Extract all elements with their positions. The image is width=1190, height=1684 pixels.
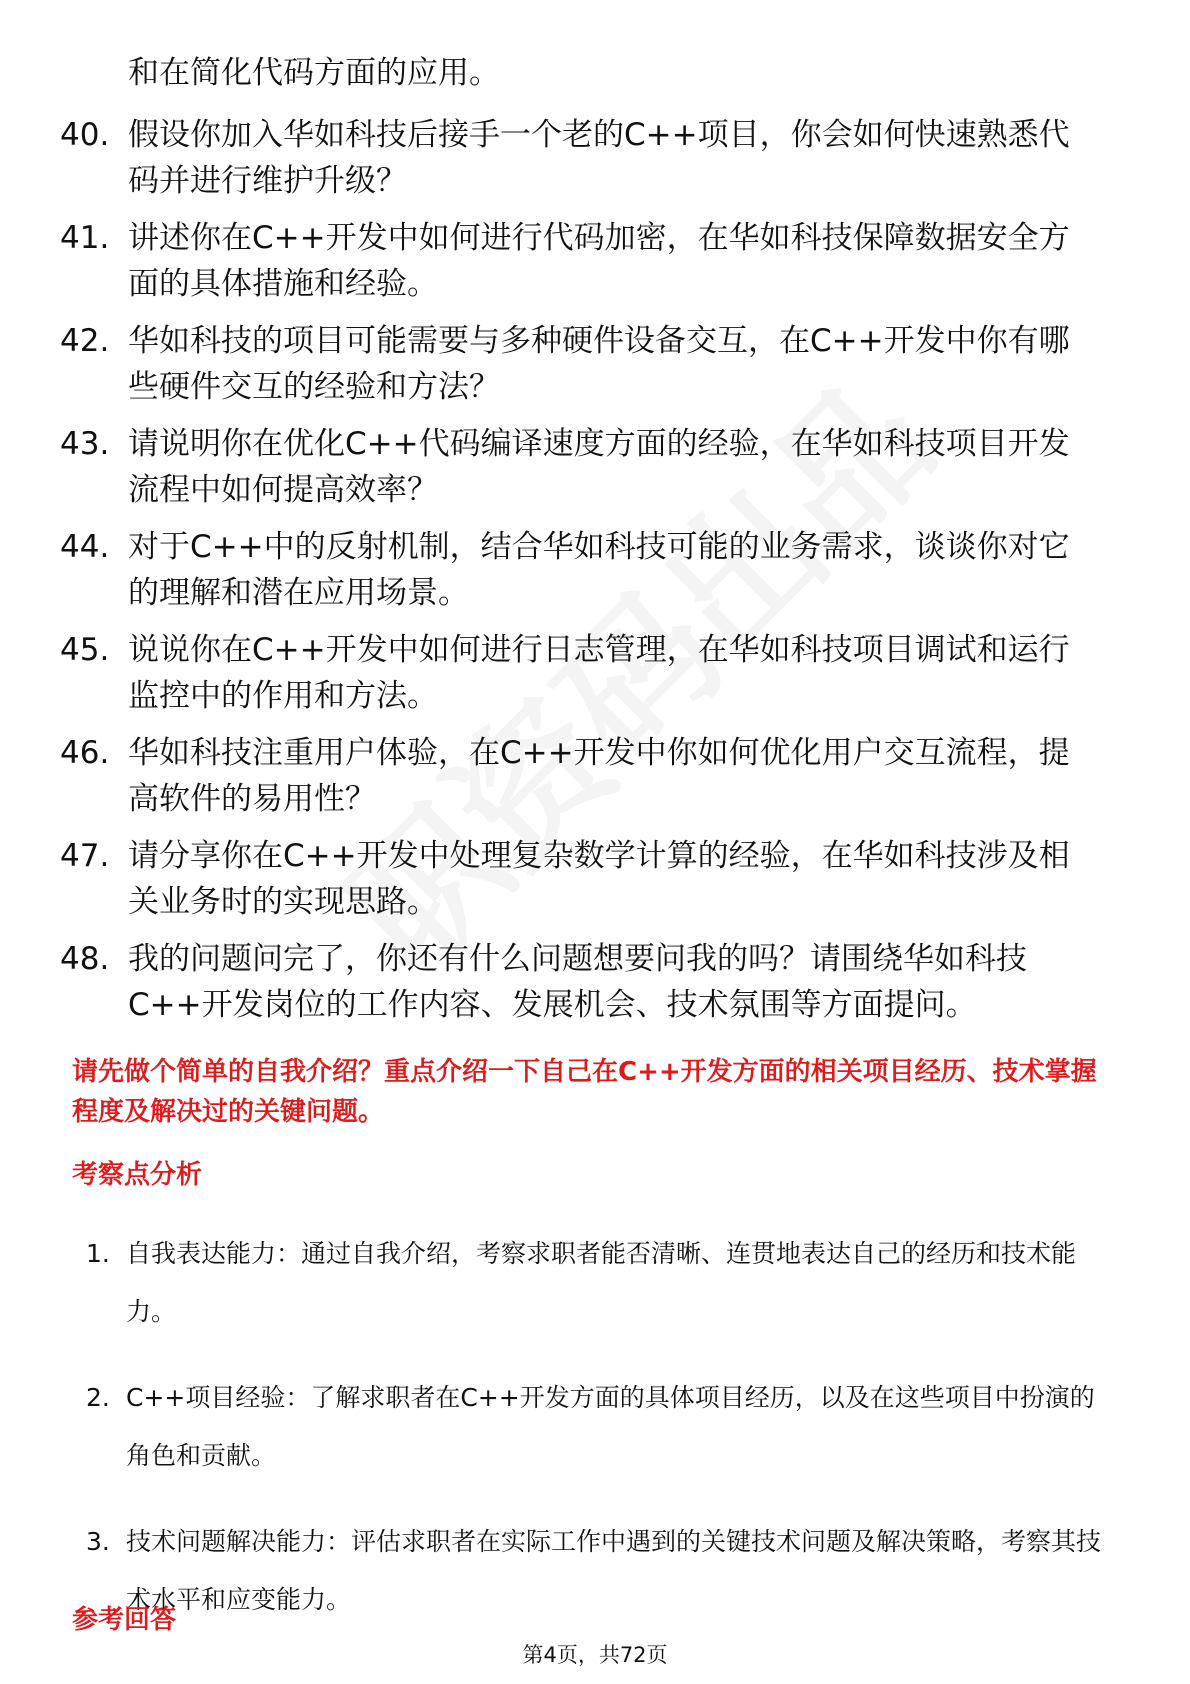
question-item — [60, 936, 1120, 1028]
question-number: 44. — [60, 529, 110, 565]
question-item — [60, 318, 1120, 410]
question-list — [60, 112, 1120, 1039]
question-item — [60, 833, 1120, 925]
question-item — [60, 421, 1120, 513]
question-number: 42. — [60, 323, 110, 359]
question-text: 我的问题问完了，你还有什么问题想要问我的吗？请围绕华如科技C++开发岗位的工作内容、发展机会、技术氛围等方面提问。 — [128, 941, 1027, 1023]
highlight-question: 请先做个简单的自我介绍？重点介绍一下自己在C++开发方面的相关项目经历、技术掌握程度及解决过的关键问题。 — [72, 1057, 1097, 1127]
analysis-item — [86, 1369, 1126, 1485]
question-number: 41. — [60, 220, 110, 256]
question-text: 华如科技注重用户体验，在C++开发中你如何优化用户交互流程，提高软件的易用性？ — [128, 735, 1070, 817]
question-text: 说说你在C++开发中如何进行日志管理，在华如科技项目调试和运行监控中的作用和方法。 — [128, 632, 1070, 714]
question-item — [60, 524, 1120, 616]
analysis-item — [86, 1513, 1126, 1629]
analysis-text: 自我表达能力：通过自我介绍，考察求职者能否清晰、连贯地表达自己的经历和技术能力。 — [126, 1239, 1077, 1326]
question-number: 43. — [60, 426, 110, 462]
analysis-text: C++项目经验：了解求职者在C++开发方面的具体项目经历，以及在这些项目中扮演的角色和贡献。 — [126, 1383, 1095, 1470]
analysis-list — [86, 1225, 1126, 1657]
question-text: 请分享你在C++开发中处理复杂数学计算的经验，在华如科技涉及相关业务时的实现思路。 — [128, 838, 1070, 920]
question-number: 46. — [60, 735, 110, 771]
question-item — [60, 215, 1120, 307]
analysis-item — [86, 1225, 1126, 1341]
question-item — [60, 627, 1120, 719]
question-number: 48. — [60, 941, 110, 977]
answer-heading: 参考回答 — [72, 1605, 177, 1635]
page-number-footer: 第4页，共72页 — [522, 1643, 668, 1667]
analysis-number: 3. — [86, 1527, 110, 1556]
analysis-number: 2. — [86, 1383, 110, 1412]
question-text: 对于C++中的反射机制，结合华如科技可能的业务需求，谈谈你对它的理解和潜在应用场景。 — [128, 529, 1070, 611]
analysis-heading: 考察点分析 — [72, 1160, 203, 1190]
question-text: 假设你加入华如科技后接手一个老的C++项目，你会如何快速熟悉代码并进行维护升级？ — [128, 117, 1070, 199]
analysis-text: 技术问题解决能力：评估求职者在实际工作中遇到的关键技术问题及解决策略，考察其技术水平和应变能力。 — [126, 1527, 1102, 1614]
question-number: 47. — [60, 838, 110, 874]
question-number: 45. — [60, 632, 110, 668]
question-number: 40. — [60, 117, 110, 153]
question-item — [60, 730, 1120, 822]
question-item — [60, 112, 1120, 204]
continuation-text: 和在简化代码方面的应用。 — [128, 55, 500, 91]
question-text: 华如科技的项目可能需要与多种硬件设备交互，在C++开发中你有哪些硬件交互的经验和方法？ — [128, 323, 1070, 405]
analysis-number: 1. — [86, 1239, 110, 1268]
question-text: 讲述你在C++开发中如何进行代码加密，在华如科技保障数据安全方面的具体措施和经验。 — [128, 220, 1070, 302]
question-text: 请说明你在优化C++代码编译速度方面的经验，在华如科技项目开发流程中如何提高效率？ — [128, 426, 1070, 508]
